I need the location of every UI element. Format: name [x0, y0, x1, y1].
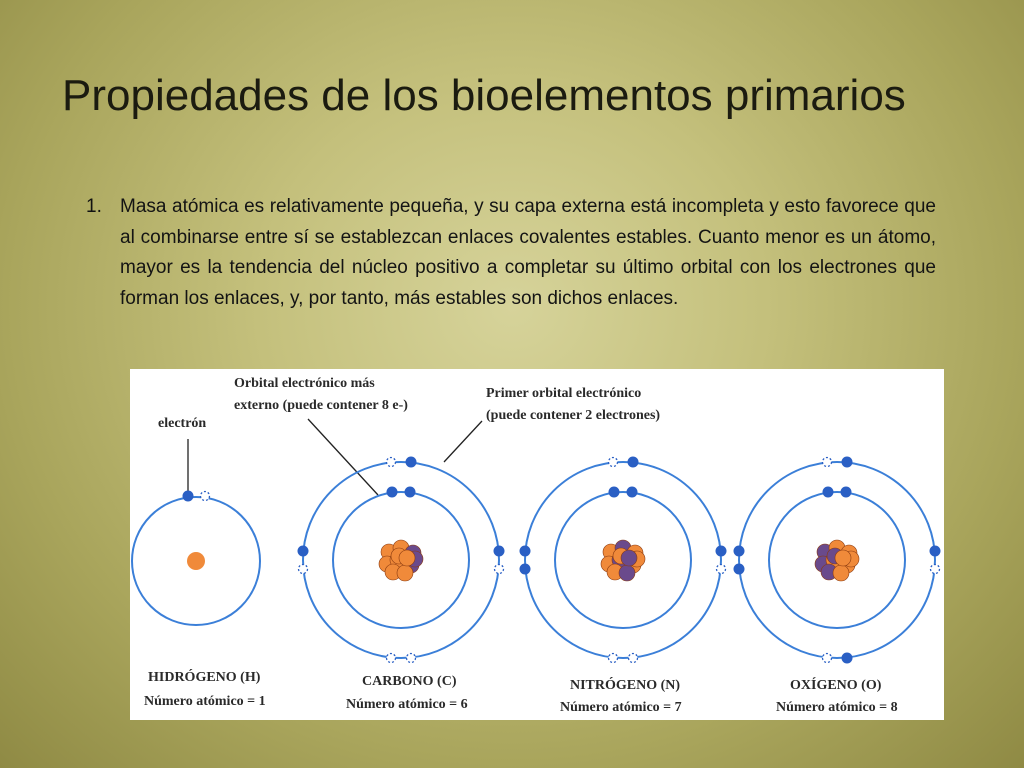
electron — [494, 546, 505, 557]
list-item — [86, 192, 936, 314]
atom-number-nitrogen: Número atómico = 7 — [560, 700, 682, 715]
electron — [734, 564, 745, 575]
electron-vacancy — [629, 654, 638, 663]
label-outer-orbital-line1: Orbital electrónico más — [234, 376, 375, 391]
label-electron: electrón — [158, 416, 207, 431]
electron — [298, 546, 309, 557]
electron — [406, 457, 417, 468]
electron-vacancy — [387, 458, 396, 467]
electron-vacancy — [495, 565, 504, 574]
electron — [628, 457, 639, 468]
electron — [842, 653, 853, 664]
atom-number-oxygen: Número atómico = 8 — [776, 700, 898, 715]
pointer-line-outer-orbital — [308, 419, 378, 495]
electron-vacancy — [823, 458, 832, 467]
atom-name-oxygen: OXÍGENO (O) — [790, 678, 882, 693]
atoms-group — [132, 457, 941, 664]
electron-vacancy — [823, 654, 832, 663]
atom-number-hydrogen: Número atómico = 1 — [144, 694, 266, 709]
slide-title: Propiedades de los bioelementos primarios — [62, 71, 906, 120]
proton — [835, 550, 851, 566]
electron — [405, 487, 416, 498]
nucleus-proton — [187, 552, 205, 570]
proton — [399, 550, 415, 566]
electron — [841, 487, 852, 498]
list-number: 1. — [86, 196, 102, 217]
electron-vacancy — [609, 458, 618, 467]
proton — [833, 565, 849, 581]
label-outer-orbital-line2: externo (puede contener 8 e-) — [234, 398, 408, 413]
bullet-list — [86, 192, 936, 314]
neutron — [621, 550, 637, 566]
pointer-line-first-orbital — [444, 421, 482, 462]
electron — [609, 487, 620, 498]
electron-vacancy — [201, 492, 210, 501]
proton — [397, 565, 413, 581]
electron — [183, 491, 194, 502]
list-item-text: Masa atómica es relativamente pequeña, y su capa externa está incompleta y esto favorece que al combinarse entre sí se establezcan enlaces covalentes estables. Cuanto menor es un átomo, mayor es la tendencia del núcleo positivo a completar su último orbital con los electrones que forman los enlaces, y, por tanto, más estables son dichos enlaces. — [120, 196, 936, 309]
electron-vacancy — [609, 654, 618, 663]
neutron — [619, 565, 635, 581]
electron — [716, 546, 727, 557]
atom-diagram-svg — [130, 369, 944, 720]
atom-number-carbon: Número atómico = 6 — [346, 697, 468, 712]
atom-name-nitrogen: NITRÓGENO (N) — [570, 678, 681, 693]
electron-vacancy — [299, 565, 308, 574]
electron — [930, 546, 941, 557]
atomic-structure-diagram — [130, 369, 944, 720]
electron — [823, 487, 834, 498]
electron — [520, 546, 531, 557]
electron-vacancy — [717, 565, 726, 574]
label-first-orbital-line1: Primer orbital electrónico — [486, 386, 642, 401]
electron-vacancy — [931, 565, 940, 574]
atom-name-hydrogen: HIDRÓGENO (H) — [148, 670, 261, 685]
electron-vacancy — [407, 654, 416, 663]
electron-vacancy — [387, 654, 396, 663]
electron — [842, 457, 853, 468]
electron — [520, 564, 531, 575]
electron — [734, 546, 745, 557]
electron — [627, 487, 638, 498]
atom-name-carbon: CARBONO (C) — [362, 674, 457, 689]
electron — [387, 487, 398, 498]
label-first-orbital-line2: (puede contener 2 electrones) — [486, 408, 661, 423]
